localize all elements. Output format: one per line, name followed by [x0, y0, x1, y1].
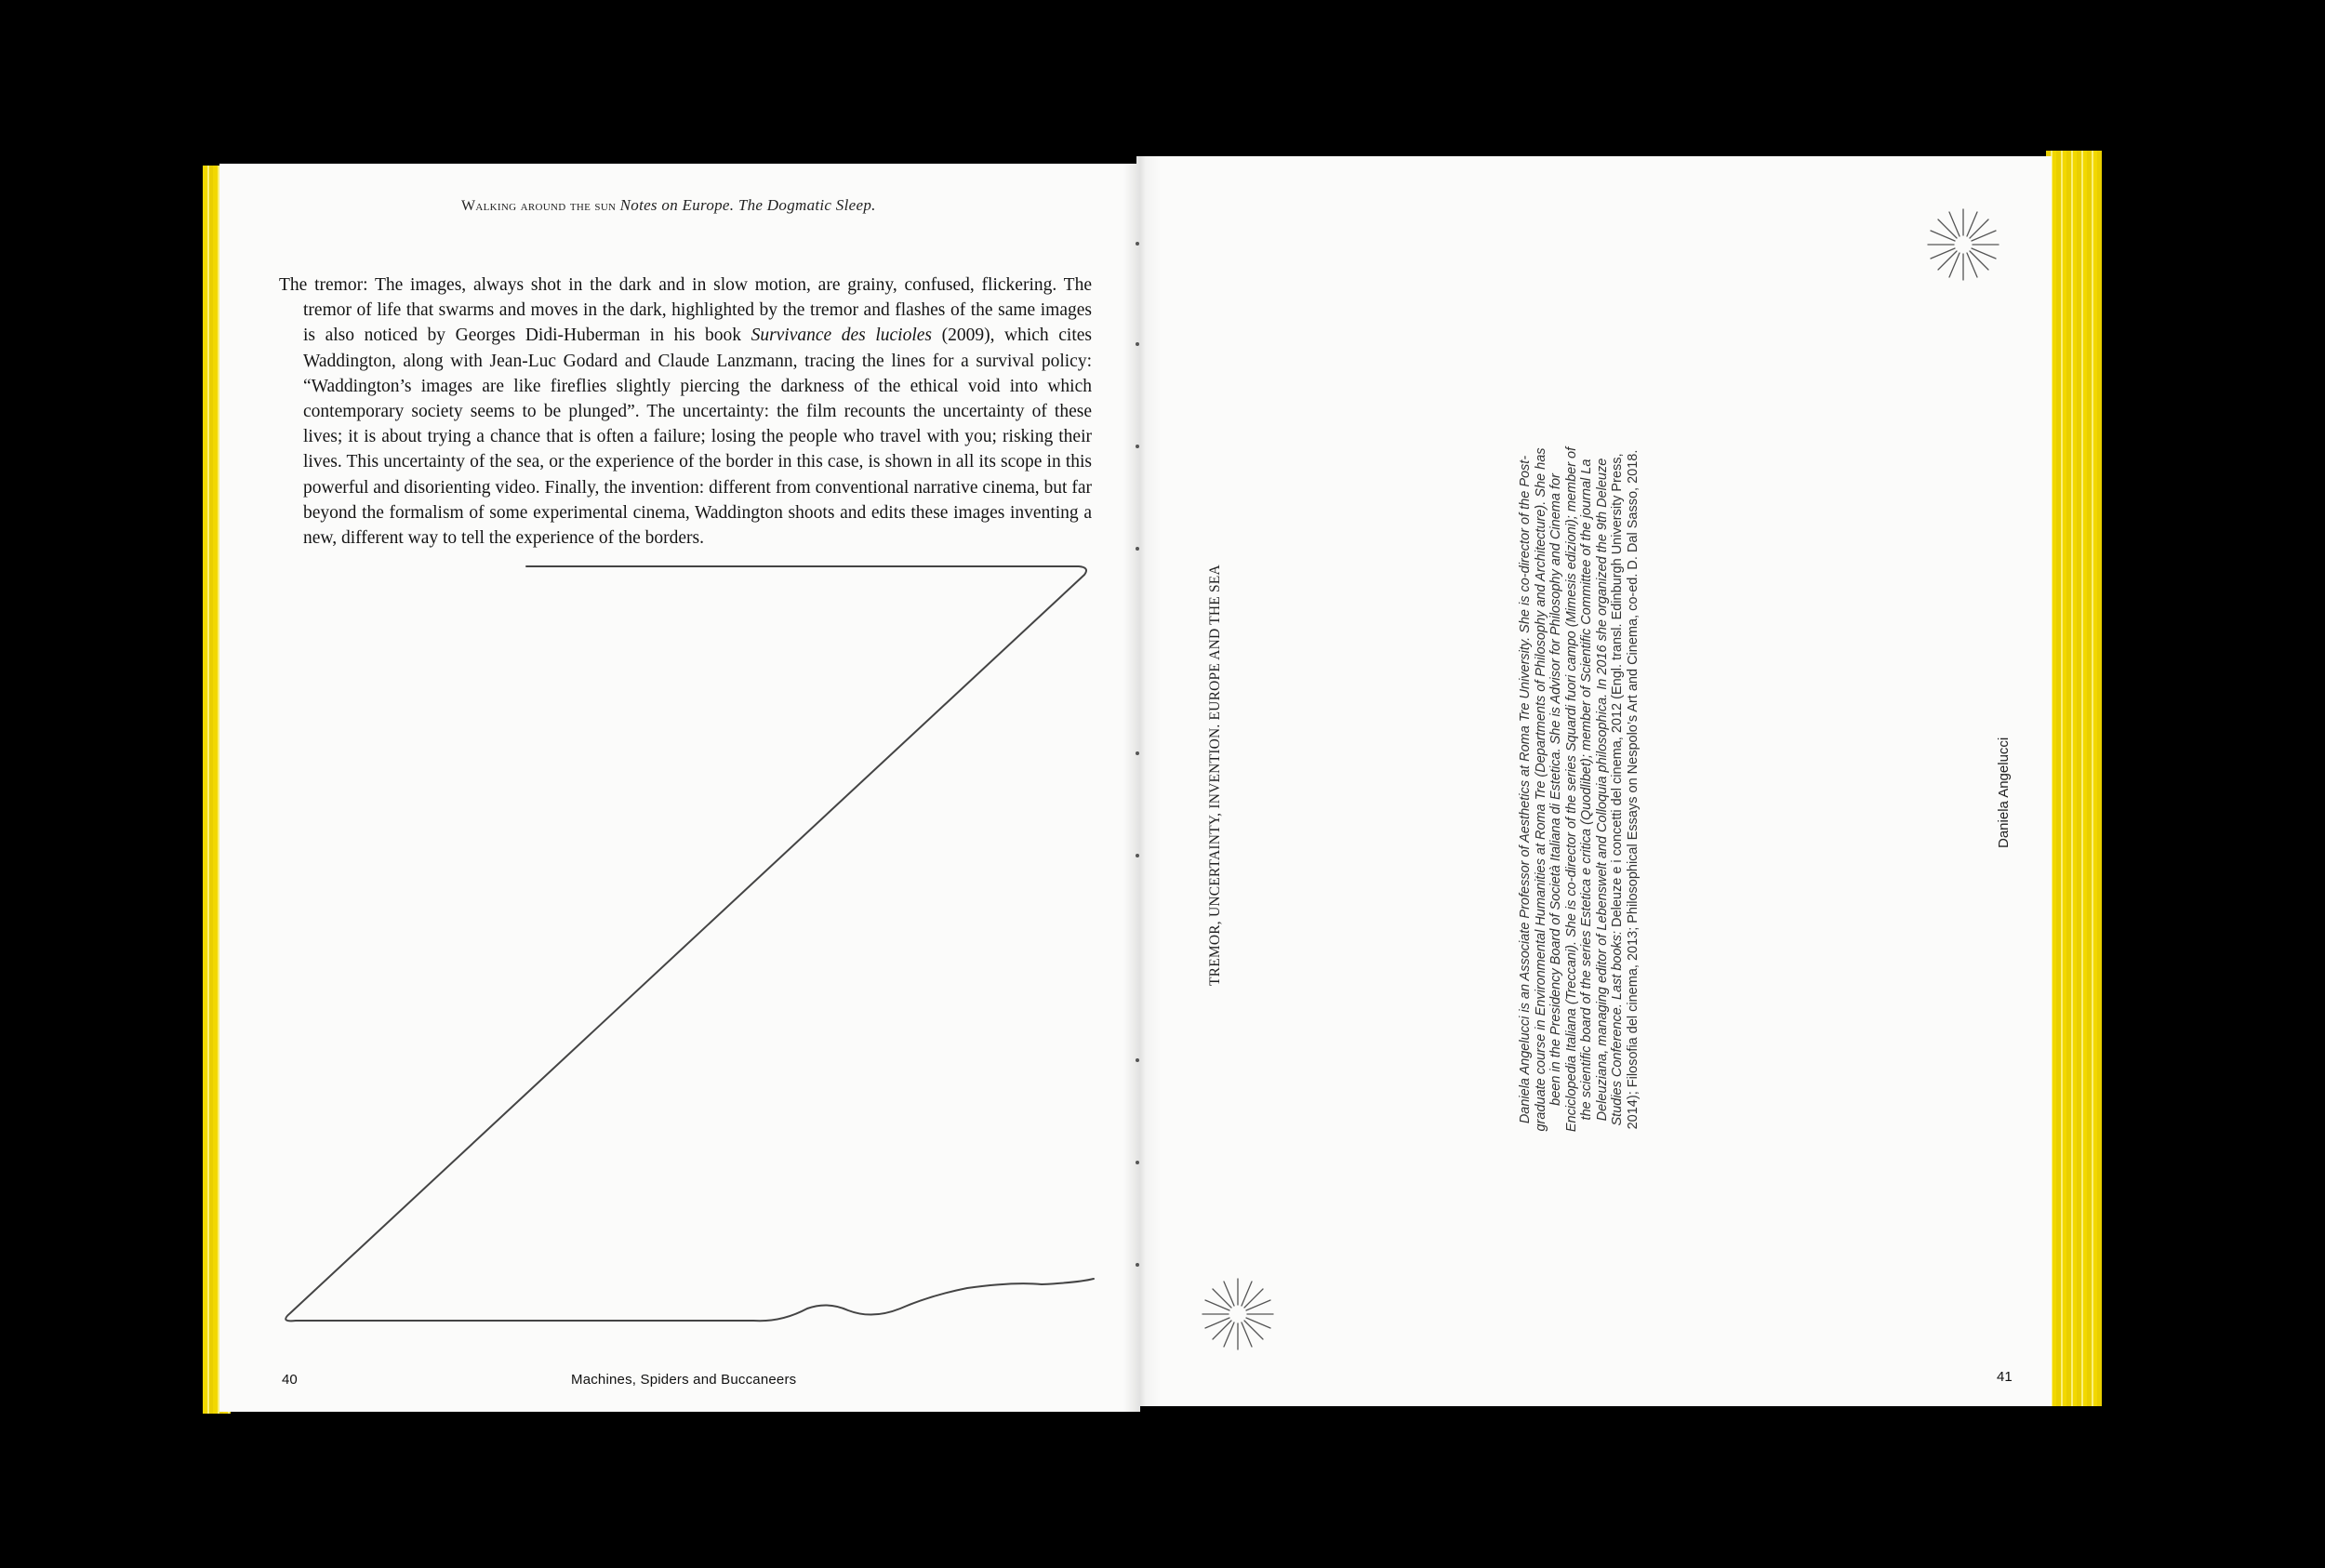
- bio-text-1: is an Associate Professor of Aesthetics at Roma Tre University. She is co-director of the Post-graduate course in Environmental Humanities at Roma Tre (Departments of Philosophy and Architecture). She has been in the Presidency Board of Società Italiana di Estetica. She is Advisor for Philosophy and Cinema for Enciclopedia Italiana (Treccani). She is co-director of the series: [1518, 447, 1579, 1133]
- bio-text-4: , managing editor of: [1594, 930, 1610, 1054]
- bio-text-6: . In 2016 she organized the 9th Deleuze Studies Conference. Last books:: [1594, 458, 1625, 1126]
- book-title: Survivance des lucioles: [751, 326, 932, 346]
- running-head-italic: Notes on Europe. The Dogmatic Sleep.: [619, 196, 876, 214]
- page-number-right: 41: [1997, 1369, 2013, 1385]
- author-name: Daniela Angelucci: [1996, 737, 2012, 848]
- page-number-left: 40: [282, 1372, 298, 1388]
- body-text-part2: (2009), which cites Waddington, along with Jean-Luc Godard and Claude Lanzmann, tracing the lines for a survival policy: “Waddington’s images are like fireflies slightly piercing the darkness of the ethical void into which contemporary society seems to be plunged”. The uncertainty: the film recounts the uncertainty of these lives; it is about trying a chance that is often a failure; losing the people who travel with you; risking their lives. This uncertainty of the sea, or the experience of the border in this case, is shown in all its scope in this powerful and disorienting video. Finally, the invention: different from conventional narrative cinema, but far beyond the formalism of some experimental cinema, Waddington shoots and edits these images inventing a new, different way to tell the experience of the borders.: [303, 326, 1092, 549]
- footer-title: Machines, Spiders and Buccaneers: [571, 1372, 797, 1388]
- bio-name: Daniela Angelucci: [1518, 1016, 1533, 1124]
- author-bio: [1518, 437, 1641, 1142]
- body-text-part1: The tremor: The images, always shot in the dark and in slow motion, are grainy, confused, flickering. The tremor of life that swarms and moves in the dark, highlighted by the tremor and flashes of the same images is also noticed by Georges Didi-Huberman in his book: [279, 275, 1092, 346]
- bio-series-2: Estetica e critica: [1579, 828, 1594, 927]
- bio-books: Deleuze e i concetti del cinema, 2012 (Engl. transl. Edinburgh University Press, 2014); Filosofia del cinema, 2013; Philosophical Essays on Nespolo’s Art and Cinema, co-ed. D. Dal Sasso, 2018.: [1610, 449, 1641, 1130]
- side-title: TREMOR, UNCERTAINTY, INVENTION. EUROPE AND THE SEA: [1207, 565, 1223, 986]
- bio-journal-3: Colloquia philosophica: [1594, 697, 1610, 832]
- starburst-icon: [1923, 205, 2003, 285]
- running-head-caps: Walking around the sun: [461, 198, 617, 214]
- starburst-icon: [1198, 1274, 1278, 1354]
- bio-text-3: (Quodlibet); member of Scientific Committee of the journal: [1579, 473, 1594, 829]
- bio-series-1: Squardi fuori campo: [1563, 631, 1579, 752]
- bio-text-5: and: [1594, 831, 1610, 863]
- bio-journal-1: La Deleuziana: [1579, 458, 1610, 1122]
- bio-journal-2: Lebenswelt: [1594, 862, 1610, 931]
- bio-text-2: (Mimesis edizioni); member of the scientific board of the series: [1563, 446, 1594, 1121]
- gutter-dots: [1130, 233, 1149, 1302]
